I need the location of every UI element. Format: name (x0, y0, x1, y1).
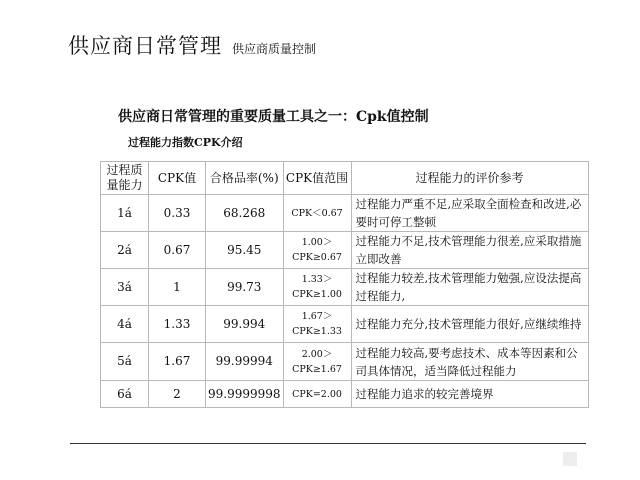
header-cpk-range: CPK值范围 (283, 162, 351, 195)
cell-range: CPK＜0.67 (283, 195, 351, 232)
table-header-row (101, 162, 589, 195)
page-header (68, 30, 316, 60)
cell-cpk: 2 (149, 381, 206, 408)
cell-level: 5á (101, 343, 149, 381)
watermark-mark (563, 452, 577, 466)
table-row (101, 232, 589, 269)
cell-cpk: 0.33 (149, 195, 206, 232)
cell-yield: 95.45 (206, 232, 284, 269)
cell-desc-text: 过程能力充分,技术管理能力很好,应继续维持 (355, 317, 582, 331)
cell-desc-text: 过程能力较差,技术管理能力勉强,应设法提高过程能力, (355, 271, 582, 303)
cell-desc-text: 过程能力严重不足,应采取全面检查和改进,必要时可停工整顿 (355, 197, 582, 229)
section-subtitle: 过程能力指数CPK介绍 (128, 136, 243, 149)
page-title: 供应商日常管理 (68, 34, 222, 58)
cell-level: 2á (101, 232, 149, 269)
cell-yield: 99.9999998 (206, 381, 284, 408)
table-row (101, 195, 589, 232)
header-cpk-value: CPK值 (149, 162, 206, 195)
cell-desc (351, 343, 588, 381)
cell-level: 6á (101, 381, 149, 408)
cell-desc-text: 过程能力追求的较完善境界 (355, 387, 494, 401)
cell-range: 2.00＞CPK≥1.67 (283, 343, 351, 381)
cell-yield: 99.73 (206, 269, 284, 306)
header-yield-rate: 合格品率(%) (206, 162, 284, 195)
cell-desc (351, 306, 588, 343)
header-process-quality-level: 过程质量能力 (101, 162, 149, 195)
cell-desc (351, 195, 588, 232)
header-evaluation: 过程能力的评价参考 (351, 162, 588, 195)
cell-level: 4á (101, 306, 149, 343)
cell-cpk: 1.33 (149, 306, 206, 343)
cell-level: 1á (101, 195, 149, 232)
table-row (101, 269, 589, 306)
table-row (101, 306, 589, 343)
cell-desc (351, 232, 588, 269)
cell-desc (351, 381, 588, 408)
cell-yield: 99.99994 (206, 343, 284, 381)
cell-range: 1.33＞CPK≥1.00 (283, 269, 351, 306)
page-subtitle: 供应商质量控制 (232, 42, 317, 56)
section-title: 供应商日常管理的重要质量工具之一：Cpk值控制 (118, 109, 429, 125)
cell-cpk: 1.67 (149, 343, 206, 381)
footer-divider (70, 443, 586, 444)
cell-cpk: 1 (149, 269, 206, 306)
table-row (101, 381, 589, 408)
cell-yield: 99.994 (206, 306, 284, 343)
cell-range: 1.67＞CPK≥1.33 (283, 306, 351, 343)
cell-range: 1.00＞CPK≥0.67 (283, 232, 351, 269)
cell-cpk: 0.67 (149, 232, 206, 269)
cell-level: 3á (101, 269, 149, 306)
cpk-table (100, 161, 589, 408)
cell-desc-text: 过程能力不足,技术管理能力很差,应采取措施立即改善 (355, 234, 582, 266)
cell-yield: 68.268 (206, 195, 284, 232)
table-row (101, 343, 589, 381)
cell-range: CPK=2.00 (283, 381, 351, 408)
cell-desc (351, 269, 588, 306)
cell-desc-text: 过程能力较高,要考虑技术、成本等因素和公司具体情况，适当降低过程能力 (355, 345, 578, 378)
